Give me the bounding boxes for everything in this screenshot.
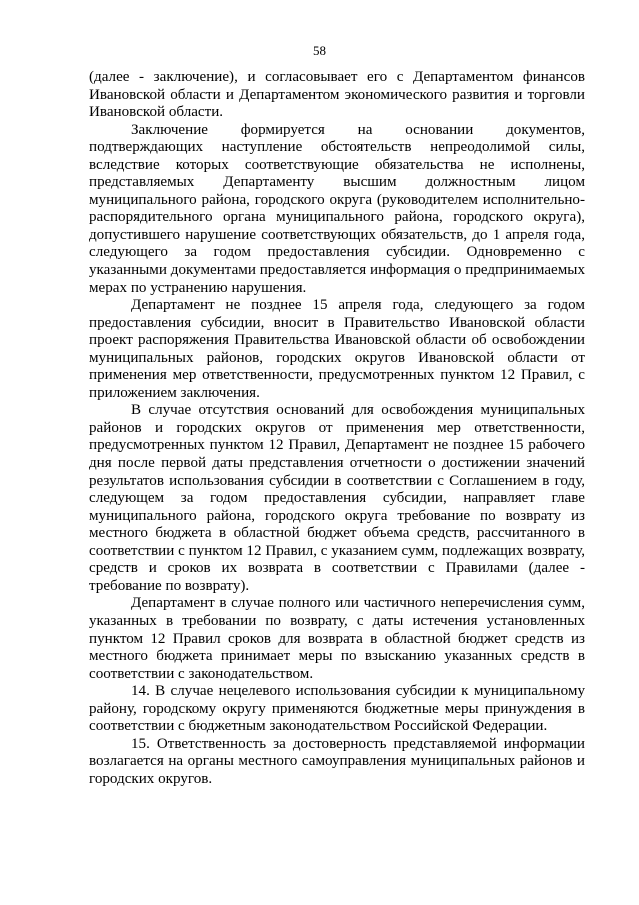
paragraph-conclusion-basis: Заключение формируется на основании документов, подтверждающих наступление обстоятельств непреодолимой силы, вследствие которых соответствующие обязательства не исполнены, представляемых Департаменту высшим должностным лицом муниципального района, городского округа (руководителем исполнительно-распорядительного органа муниципального района, городского округа), допустившего нарушение соответствующих обязательств, до 1 апреля года, следующего за годом предоставления субсидии. Одновременно с указанными документами предоставляется информация о предпринимаемых мерах по устранению нарушения. <box>89 121 585 296</box>
paragraph-recovery-measures: Департамент в случае полного или частичного неперечисления сумм, указанных в требовании по возврату, с даты истечения установленных пунктом 12 Правил сроков для возврата в областной бюджет средств из местного бюджета принимает меры по взысканию указанных средств в соответствии с законодательством. <box>89 595 585 682</box>
paragraph-15-responsibility: 15. Ответственность за достоверность представляемой информации возлагается на органы местного самоуправления муниципальных районов и городских округов. <box>89 735 585 787</box>
paragraph-department-april: Департамент не позднее 15 апреля года, следующего за годом предоставления субсидии, вносит в Правительство Ивановской области проект распоряжения Правительства Ивановской области об освобождении муниципальных районов, городских округов Ивановской области от применения мер ответственности, предусмотренных пунктом 12 Правил, с приложением заключения. <box>89 297 585 401</box>
paragraph-continuation: (далее - заключение), и согласовывает его с Департаментом финансов Ивановской области и Департаментом экономического развития и торговли Ивановской области. <box>89 69 585 121</box>
document-body <box>89 69 585 788</box>
page-number: 58 <box>313 43 326 58</box>
paragraph-no-grounds: В случае отсутствия оснований для освобождения муниципальных районов и городских округов от применения мер ответственности, предусмотренных пунктом 12 Правил, Департамент не позднее 15 рабочего дня после первой даты представления отчетности о достижении значений результатов использования субсидии в соответствии с Соглашением в году, следующем за годом предоставления субсидии, направляет главе муниципального района, городского округа требование по возврату из местного бюджета в областной бюджет объема средств, рассчитанного в соответствии с пунктом 12 Правил, с указанием сумм, подлежащих возврату, средств и сроков их возврата в соответствии с Правилами (далее - требование по возврату). <box>89 402 585 594</box>
paragraph-14-misuse: 14. В случае нецелевого использования субсидии к муниципальному району, городскому округу применяются бюджетные меры принуждения в соответствии с бюджетным законодательством Российской Федерации. <box>89 683 585 735</box>
